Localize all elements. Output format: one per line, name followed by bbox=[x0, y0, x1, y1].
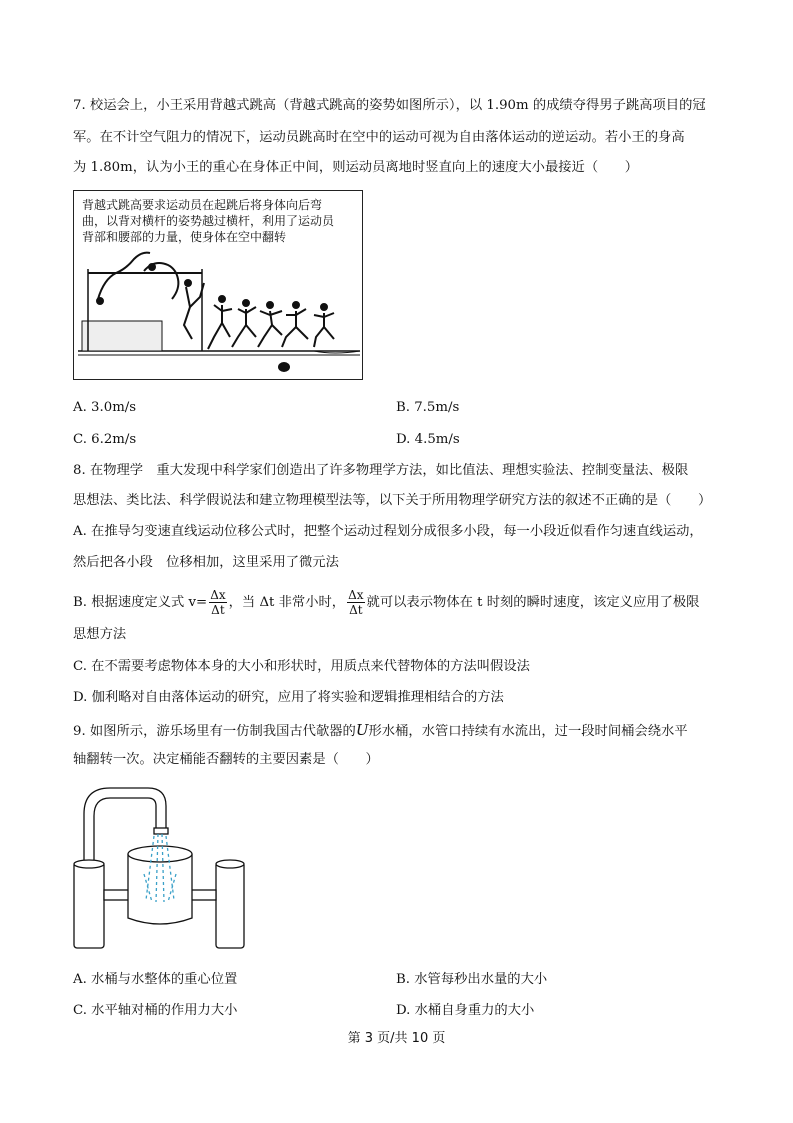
q9-line1-pre: 9. 如图所示，游乐场里有一仿制我国古代欹器的 bbox=[73, 724, 356, 739]
q9-option-d: D. 水桶自身重力的大小 bbox=[396, 1003, 535, 1018]
q9-option-c: C. 水平轴对桶的作用力大小 bbox=[73, 1003, 238, 1018]
q7-line1: 7. 校运会上，小王采用背越式跳高（背越式跳高的姿势如图所示），以 1.90m 的成绩夺得男子跳高项目的冠 bbox=[73, 98, 706, 113]
q8-option-c: C. 在不需要考虑物体本身的大小和形状时，用质点来代替物体的方法叫假设法 bbox=[73, 659, 530, 674]
q7-option-c: C. 6.2m/s bbox=[73, 432, 137, 447]
velocity-fraction-2 bbox=[347, 588, 364, 617]
q8-option-b-mid: ，当 Δt 非常小时， bbox=[228, 595, 346, 610]
fraction-numerator: Δx bbox=[348, 588, 364, 602]
fraction-denominator: Δt bbox=[349, 603, 363, 617]
u-bucket-figure bbox=[70, 784, 250, 954]
q9-option-a: A. 水桶与水整体的重心位置 bbox=[73, 972, 238, 987]
figure-caption: 背越式跳高要求运动员在起跳后将身体向后弯 曲，以背对横杆的姿势越过横杆，利用了运动员 背部和腰部的力量，使身体在空中翻转 bbox=[82, 198, 335, 244]
u-symbol: U bbox=[355, 721, 369, 739]
q7-line3: 为 1.80m，认为小王的重心在身体正中间，则运动员离地时竖直向上的速度大小最接近（ ） bbox=[73, 160, 639, 175]
velocity-fraction-1 bbox=[209, 588, 226, 617]
q8-option-b-line1 bbox=[73, 588, 699, 617]
q8-option-d: D. 伽利略对自由落体运动的研究，应用了将实验和逻辑推理相结合的方法 bbox=[73, 690, 504, 705]
q8-option-b-line2: 思想方法 bbox=[73, 627, 127, 642]
q8-option-b-post: 就可以表示物体在 t 时刻的瞬时速度，该定义应用了极限 bbox=[366, 595, 700, 610]
q9-line2: 轴翻转一次。决定桶能否翻转的主要因素是（ ） bbox=[73, 752, 379, 767]
fraction-numerator: Δx bbox=[210, 588, 226, 602]
high-jump-figure bbox=[73, 190, 363, 380]
q7-option-d: D. 4.5m/s bbox=[396, 432, 460, 447]
q8-line1: 8. 在物理学 重大发现中科学家们创造出了许多物理学方法，如比值法、理想实验法、控制变量法、极限 bbox=[73, 463, 689, 478]
q9-line1-post: 形水桶，水管口持续有水流出，过一段时间桶会绕水平 bbox=[368, 724, 688, 739]
q9-line1 bbox=[73, 720, 688, 742]
page-footer: 第 3 页/共 10 页 bbox=[347, 1031, 446, 1046]
q7-option-b: B. 7.5m/s bbox=[396, 400, 460, 415]
q7-line2: 军。在不计空气阻力的情况下，运动员跳高时在空中的运动可视为自由落体运动的逆运动。若小王的身高 bbox=[73, 130, 685, 145]
q9-option-b: B. 水管每秒出水量的大小 bbox=[396, 972, 548, 987]
q8-line2: 思想法、类比法、科学假说法和建立物理模型法等，以下关于所用物理学研究方法的叙述不正确的是（ ） bbox=[73, 493, 712, 508]
q8-option-b-pre: B. 根据速度定义式 v= bbox=[73, 595, 208, 610]
fraction-denominator: Δt bbox=[211, 603, 225, 617]
q7-option-a: A. 3.0m/s bbox=[73, 400, 137, 415]
q8-option-a-line1: A. 在推导匀变速直线运动位移公式时，把整个运动过程划分成很多小段，每一小段近似看作匀速直线运动， bbox=[73, 524, 703, 539]
high-jump-illustration bbox=[74, 191, 362, 379]
q8-option-a-line2: 然后把各小段 位移相加，这里采用了微元法 bbox=[73, 555, 339, 570]
